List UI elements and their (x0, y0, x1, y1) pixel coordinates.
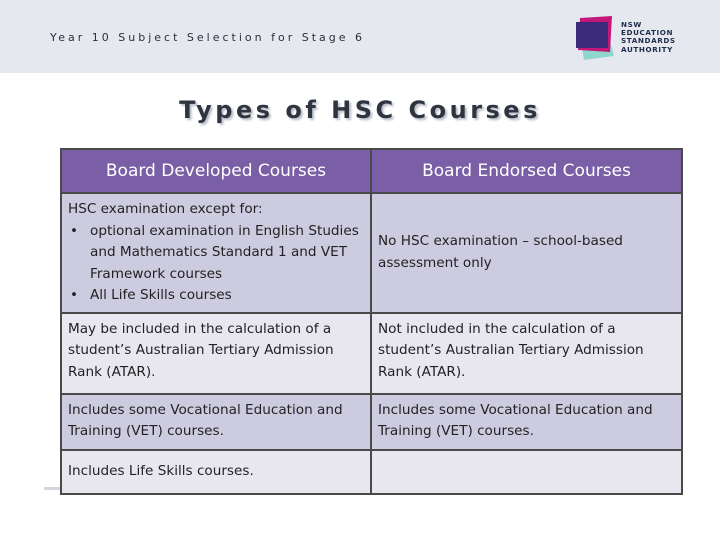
examination-endorsed-cell: No HSC examination – school-based assessment only (371, 193, 682, 313)
atar-endorsed-cell: Not included in the calculation of a student’s Australian Tertiary Admission Rank (ATAR). (371, 313, 682, 394)
table-header-row (61, 149, 682, 193)
list-item: • All Life Skills courses (68, 285, 364, 307)
header-board-endorsed: Board Endorsed Courses (371, 149, 682, 193)
logo-line: EDUCATION (621, 28, 674, 38)
table-row (61, 313, 682, 394)
header-title: Year 10 Subject Selection for Stage 6 (50, 31, 365, 44)
life-skills-developed-cell: Includes Life Skills courses. (61, 450, 371, 494)
logo-line: STANDARDS (621, 36, 676, 46)
exception-list (68, 221, 364, 307)
list-item: • optional examination in English Studies and Mathematics Standard 1 and VET Framework courses (68, 221, 364, 286)
table-row (61, 450, 682, 494)
logo-line: AUTHORITY (621, 44, 673, 54)
logo-line: NSW (621, 20, 642, 29)
courses-table (60, 148, 683, 495)
vet-developed-cell: Includes some Vocational Education and Training (VET) courses. (61, 394, 371, 450)
vet-endorsed-cell: Includes some Vocational Education and Training (VET) courses. (371, 394, 682, 450)
table-row (61, 394, 682, 450)
examination-developed-cell (61, 193, 371, 313)
slide-title: Types of HSC Courses (179, 96, 541, 124)
header-board-developed: Board Developed Courses (61, 149, 371, 193)
life-skills-endorsed-cell (371, 450, 682, 494)
atar-developed-cell: May be included in the calculation of a student’s Australian Tertiary Admission Rank (ATAR). (61, 313, 371, 394)
table-row (61, 193, 682, 313)
cell-intro: HSC examination except for: (68, 201, 263, 217)
logo-text (621, 21, 676, 54)
